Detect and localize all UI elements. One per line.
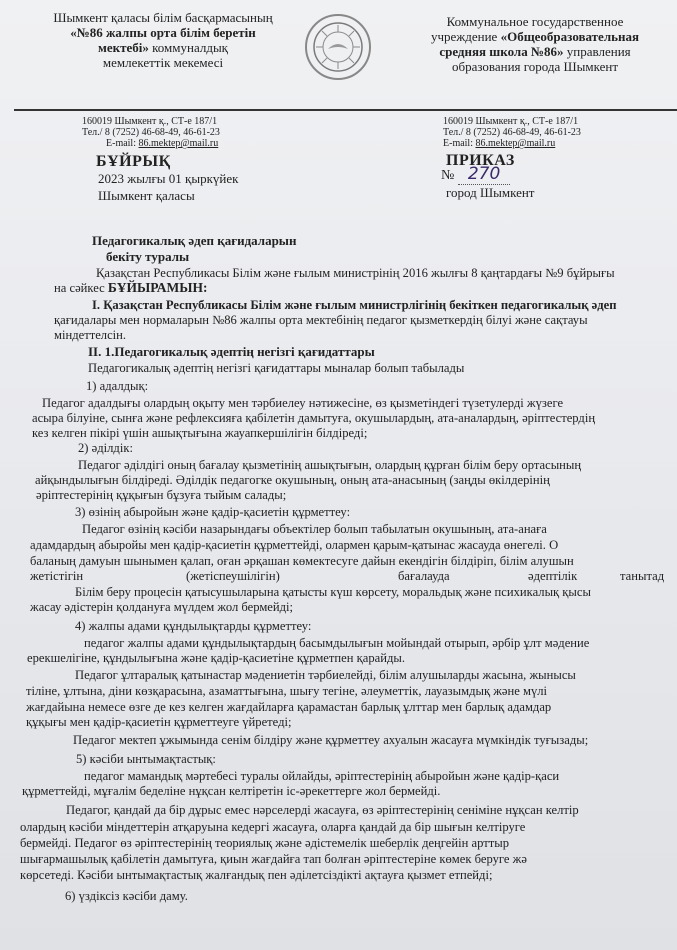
para-line: олардың кәсіби міндеттерін атқаруына кедергі жасауға, оларға қандай да бір шығын келтіруге [20, 820, 526, 834]
header-right-line2-plain: учреждение [430, 29, 501, 44]
command-word: БҰЙЫРАМЫН: [107, 280, 208, 295]
order-date: 2023 жылғы 01 қыркүйек [98, 171, 239, 186]
para-line: асыра білуіне, сынға және рефлексияға қабілетін дамытуға, окушылардың, ата-аналардың, әріптестердің [32, 411, 596, 425]
contact-right-address: 160019 Шымкент қ., СТ-е 187/1 [443, 116, 579, 127]
header-right-line4: образования города Шымкент [451, 59, 619, 74]
para-line: баланың дамуын шынымен қалап, оған әрқашан көмектесуге дайын екендігін білдіріп, білім алушын [30, 554, 574, 568]
header-right [410, 14, 660, 74]
doc-title-line2: бекіту туралы [106, 249, 190, 264]
para-line: қағидалары мен нормаларын №86 жалпы орта мектебінің педагог қызметкердің білуі және сақтауы [54, 313, 588, 327]
para-line: педагог жалпы адами құндылықтардың басымдылығын мойындай отырып, әрбір ұлт мәдение [84, 636, 590, 650]
para-line: айқындылығын білдіреді. Әділдік педагогке окушының, оның ата-анасының (заңды өкілдерінің [35, 473, 550, 487]
doc-title-line1: Педагогикалық әдеп қағидаларын [92, 233, 297, 248]
para-line: Педагог, қандай да бір дұрыс емес нәрселерді жасауға, өз әріптестерінің сеніміне нұқсан келтір [66, 803, 579, 817]
para-line: Педагогикалық әдептің негізгі қағидаттары мыналар болып табылады [88, 361, 465, 375]
para-line: әріптестерінің құқығын бұзуға тыйым салады; [36, 488, 287, 502]
contact-left [82, 116, 220, 149]
header-right-line3 [410, 44, 660, 59]
section-label: I. Қазақстан Республикасы Білім және ғылым министрлігінің бекіткен педагогикалық әдеп [92, 298, 617, 312]
para-line: тіліне, ұлтына, діни көзқарасына, азаматтығына, шығу тегіне, әлеуметтік, лауазымдық және мүлі [26, 684, 548, 698]
para-word: жетістігін [30, 569, 84, 583]
section-heading: II. 1.Педагогикалық әдептің негізгі қағидаттары [88, 344, 375, 359]
order-city-ru: город Шымкент [446, 185, 535, 200]
order-title-kz: БҰЙРЫҚ [96, 153, 171, 170]
para-line: жағдайына немесе өзге де кез келген жағдайларға қарамастан барлық ұлттар мен барлық адамдар [26, 700, 552, 714]
contact-right-phone: Тел./ 8 (7252) 46-68-49, 46-61-23 [443, 127, 581, 138]
para-line: 4) жалпы адами құндылықтарды құрметтеу: [75, 619, 312, 633]
header-left-line3 [38, 40, 288, 55]
contact-right-email-row [443, 138, 581, 149]
para-line [92, 298, 616, 312]
para-line: 3) өзінің абыройын және қадір-қасиетін құрметтеу: [75, 505, 351, 519]
para-line: 5) кәсіби ынтымақтастық: [76, 752, 216, 766]
header-left-line3-rest: коммуналдық [148, 40, 228, 55]
order-number [441, 164, 510, 184]
para-word: (жетіспеушілігін) [186, 569, 280, 583]
header-left-line1: Шымкент қаласы білім басқармасының [53, 10, 273, 25]
para-line: адамдардың абыройы мен қадір-қасиетін құрметтейді, олармен қарым-қатынас жасауда өнегелі. О [30, 538, 559, 552]
para-line: көрсетеді. Кәсіби ынтымақтастық жалғандық пен әділетсіздікті ақтауға қызмет етпейді; [20, 868, 493, 882]
para-line: құқығы мен қадір-қасиетін құрметтеуге үйретеді; [26, 715, 292, 729]
para-word: танытад [620, 569, 665, 583]
para-line: Педагог мектеп ұжымында сенім білдіру және құрметтеу ахуалын жасауға мүмкіндік туғызады; [73, 733, 589, 747]
para-line: Педагог өзінің кәсіби назарындағы объектілер болып табылатын окушының, ата-анаға [82, 522, 547, 536]
header-left-line3-bold: мектебі» [98, 40, 149, 55]
header-left [38, 10, 288, 70]
contact-left-address: 160019 Шымкент қ., СТ-е 187/1 [82, 116, 218, 127]
para-word: әдептілік [528, 569, 578, 583]
order-city-kz: Шымкент қаласы [98, 188, 195, 203]
header-divider [14, 109, 677, 111]
header-right-line2 [410, 29, 660, 44]
contact-left-email-row [82, 138, 220, 149]
header-right-line2-bold: «Общеобразовательная [500, 29, 640, 44]
para-line: кез келген пікірі үшін ашықтығына жауапкершілігін білдіреді; [32, 426, 368, 440]
para-line: 1) адалдық: [86, 379, 149, 393]
para-line: Педагог әділдігі оның бағалау қызметінің ашықтығын, олардың құрған білім беру ортасының [78, 458, 582, 472]
para-line: Педагог адалдығы олардың оқыту мен тәрбиелеу нәтижесіне, өз қызметіндегі түзетулерді жүзеге [42, 396, 564, 410]
contact-right-email-link[interactable]: 86.mektep@mail.ru [475, 138, 556, 149]
para-line: 6) үздіксіз кәсіби даму. [65, 889, 188, 903]
para-line: Педагог ұлтаралық қатынастар мәдениетін тәрбиелейді, білім алушыларды жасына, жынысы [75, 668, 576, 682]
contact-right [443, 116, 581, 149]
order-title-ru: ПРИКАЗ [446, 152, 515, 169]
para-line: ерекшелігіне, құндылығына және қадір-қасиетіне құрметпен қарайды. [27, 651, 405, 665]
contact-right-email-label: E-mail: [443, 138, 476, 149]
header-right-line1: Коммунальное государственное [446, 14, 624, 29]
para-line: құрметтейді, мұғалім беделіне нұқсан келтіретін іс-әрекеттерге жол бермейді. [22, 784, 441, 798]
state-emblem-icon [305, 14, 371, 80]
header-left-line2: «№86 жалпы орта білім беретін [70, 25, 256, 40]
para-line: шығармашылық қабілетін дамытуға, қиын жағдайға тап болған әріптестеріне көмек беруге жә [20, 852, 527, 866]
contact-left-phone: Тел./ 8 (7252) 46-68-49, 46-61-23 [82, 127, 220, 138]
para-line: Білім беру процесін қатысушыларына қатысты күш көрсету, моральдық және психикалық қысы [75, 585, 591, 599]
para-line: Қазақстан Республикасы Білім және ғылым министрінің 2016 жылғы 8 қаңтардағы №9 бұйрығы [96, 266, 615, 280]
para-line: жасау әдістерін қолдануға мүлдем жол бермейді; [30, 600, 294, 614]
order-number-handwritten: 270 [458, 164, 510, 185]
header-right-line3-bold: средняя школа №86» [439, 44, 564, 59]
para-line: педагог мамандық мәртебесі туралы ойлайды, әріптестерінің абыройын және қадір-қаси [84, 769, 560, 783]
contact-left-email-link[interactable]: 86.mektep@mail.ru [138, 138, 219, 149]
header-left-line4: мемлекеттік мекемесі [102, 55, 224, 70]
para-line: міндеттелсін. [54, 328, 127, 342]
para-word: бағалауда [398, 569, 450, 583]
para-line: бермейді. Педагог өз әріптестерінің теориялық және әдістемелік шеберлік деңгейін арттыр [20, 836, 510, 850]
header-right-line3-rest: управления [563, 44, 631, 59]
para-line: 2) әділдік: [78, 441, 133, 455]
para-line [54, 281, 208, 295]
order-number-prefix: № [441, 168, 455, 183]
contact-left-email-label: E-mail: [106, 138, 139, 149]
para-line-prefix: на сәйкес [54, 281, 108, 295]
